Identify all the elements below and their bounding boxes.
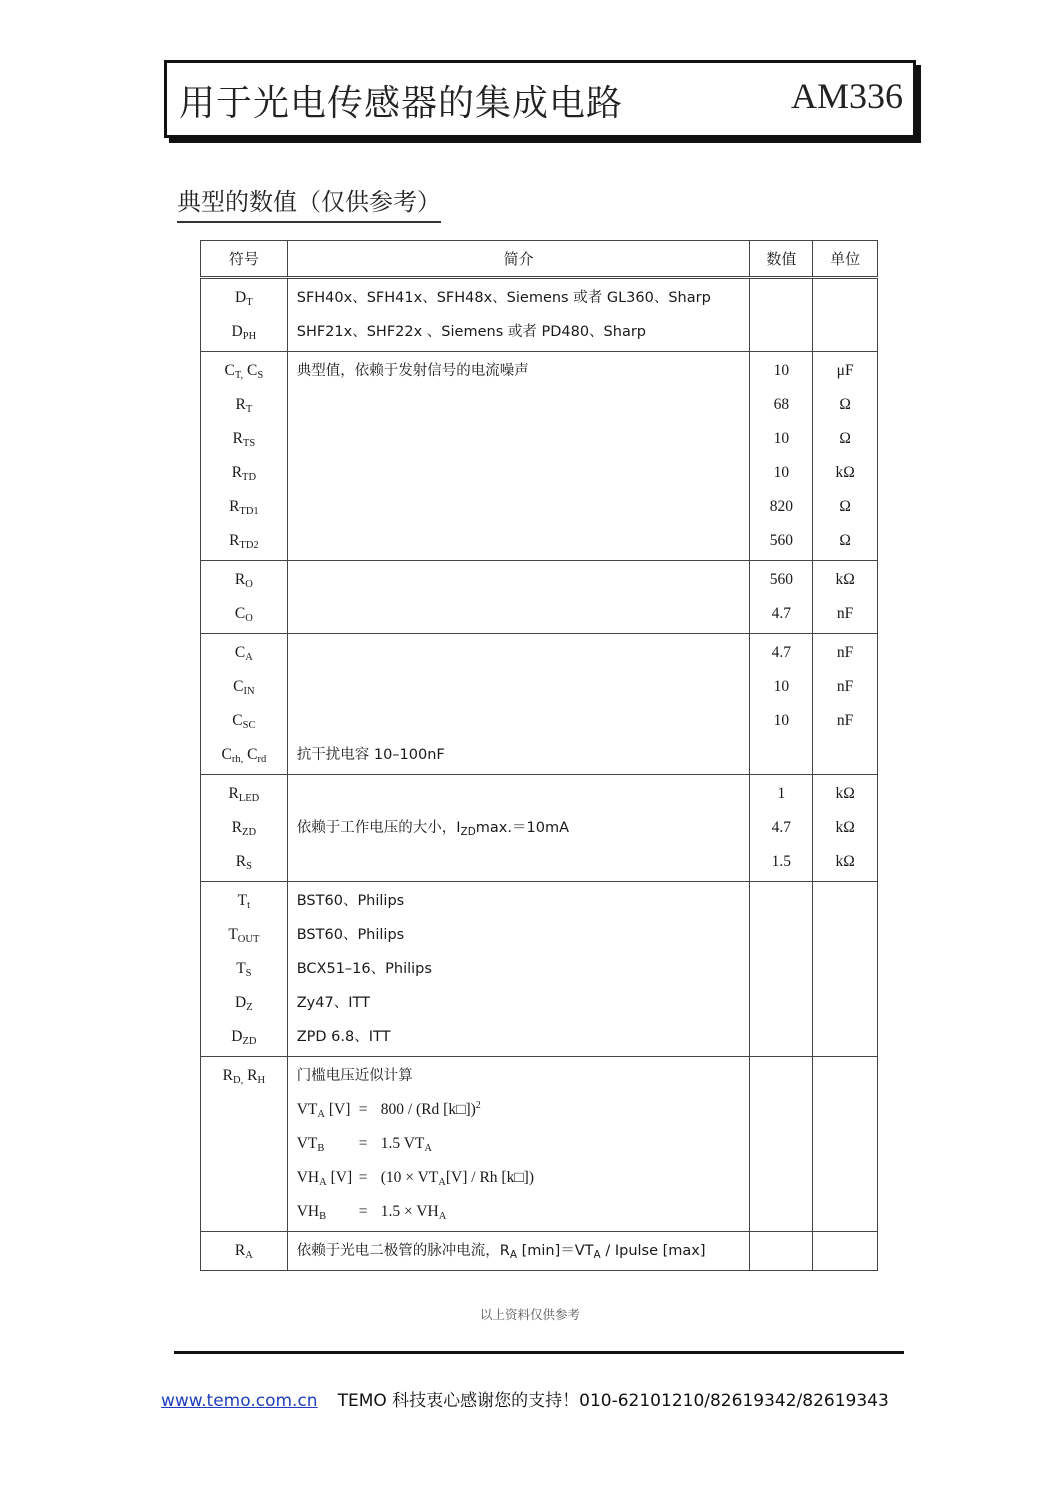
symbol-base: R — [228, 785, 239, 802]
unit-text — [813, 738, 877, 772]
unit-text: nF — [836, 712, 854, 729]
symbol-base: C — [234, 644, 246, 661]
unit-text: Ω — [839, 532, 851, 549]
symbol-cell — [201, 775, 288, 882]
table-row — [201, 561, 878, 634]
description-text — [288, 524, 750, 558]
value-text: 1 — [777, 785, 786, 802]
description-subscript: A — [593, 1249, 601, 1261]
description-text: SFH40x、SFH41x、SFH48x、Siemens 或者 GL360、Sharp — [296, 290, 711, 306]
formula-equals: = — [358, 1101, 368, 1118]
header-unit: 单位 — [813, 241, 878, 278]
footer-contact — [161, 1386, 889, 1411]
formula-rhs — [381, 1161, 534, 1195]
symbol-subscript: TD — [242, 472, 257, 483]
symbol-base-2: C — [243, 362, 258, 379]
symbol-subscript: TD1 — [239, 506, 259, 517]
formula-lhs-base: VH — [296, 1203, 320, 1220]
symbol-base: R — [229, 498, 240, 515]
formula-lhs-subscript: A — [319, 1177, 327, 1188]
symbol — [201, 281, 287, 315]
value-text: 560 — [769, 532, 793, 549]
section-title: 典型的数值（仅供参考） — [177, 182, 441, 223]
formula-lhs-subscript: A — [317, 1109, 325, 1120]
unit-text: kΩ — [835, 785, 855, 802]
symbol-cell — [201, 561, 288, 634]
symbol-subscript: D, — [233, 1075, 244, 1086]
symbol-subscript: A — [245, 652, 253, 663]
unit-text — [813, 918, 877, 952]
description-text: Zy47、ITT — [296, 995, 370, 1011]
unit-text — [813, 1234, 877, 1268]
description-part: max.＝10mA — [475, 820, 569, 836]
unit-cell — [813, 561, 878, 634]
description-text: 门槛电压近似计算 — [296, 1068, 413, 1084]
value-cell — [750, 561, 813, 634]
unit-text: Ω — [839, 396, 851, 413]
table-header-row — [201, 241, 878, 278]
value-text — [750, 1234, 812, 1268]
value-text: 10 — [773, 430, 790, 447]
formula-rhs — [381, 1127, 432, 1161]
formula-rhs-base: (10 × VT — [380, 1169, 439, 1186]
description-part: / Ipulse [max] — [600, 1243, 706, 1259]
symbol-subscript: TS — [242, 438, 256, 449]
description-cell — [287, 1232, 750, 1271]
part-number: AM336 — [790, 76, 903, 116]
symbol-subscript: IN — [243, 686, 255, 697]
value-text — [750, 918, 812, 952]
symbol-subscript: S — [246, 861, 252, 872]
description-cell — [287, 882, 750, 1057]
value-text: 68 — [773, 396, 790, 413]
values-table — [200, 240, 878, 1271]
symbol — [201, 811, 287, 845]
value-text — [750, 1059, 812, 1093]
unit-text: kΩ — [835, 819, 855, 836]
formula-equals: = — [358, 1135, 368, 1152]
formula-lhs-subscript: B — [317, 1143, 325, 1154]
footer-note: 以上资料仅供参考 — [479, 1307, 580, 1322]
formula-lhs — [297, 1093, 359, 1127]
unit-text — [813, 884, 877, 918]
symbol-subscript: S — [245, 968, 252, 979]
description-text — [288, 670, 750, 704]
unit-text — [813, 986, 877, 1020]
formula-lhs — [297, 1195, 359, 1229]
value-cell — [750, 882, 813, 1057]
value-cell — [750, 352, 813, 561]
symbol-subscript: t — [247, 900, 251, 911]
formula-lhs-base: VT — [296, 1101, 318, 1118]
unit-cell — [813, 775, 878, 882]
symbol-base: R — [235, 396, 246, 413]
description-part: 依赖于工作电压的大小，I — [296, 820, 461, 836]
symbol-base-2: R — [243, 1067, 258, 1084]
formula-rhs — [381, 1195, 447, 1229]
value-cell — [750, 1232, 813, 1271]
value-cell — [750, 1057, 813, 1232]
symbol-subscript: TD2 — [239, 540, 259, 551]
description-text — [288, 388, 750, 422]
unit-text: nF — [836, 678, 854, 695]
description-text — [288, 636, 750, 670]
value-text: 4.7 — [771, 819, 792, 836]
description-text — [288, 777, 750, 811]
symbol — [201, 777, 287, 811]
unit-text: Ω — [839, 430, 851, 447]
value-text: 560 — [769, 571, 793, 588]
description-text — [288, 456, 750, 490]
formula-rhs-base: 1.5 × VH — [380, 1203, 439, 1220]
description-cell — [287, 352, 750, 561]
symbol-base: D — [235, 994, 247, 1011]
symbol-base: C — [233, 678, 244, 695]
formula-rhs-base: 800 / (Rd [k□]) — [380, 1101, 476, 1118]
symbol-subscript: T, — [234, 370, 244, 381]
description-cell — [287, 634, 750, 775]
table-row — [201, 634, 878, 775]
symbol — [201, 952, 287, 986]
symbol — [201, 636, 287, 670]
symbol — [201, 456, 287, 490]
symbol-cell — [201, 1232, 288, 1271]
symbol — [201, 315, 287, 349]
symbol — [201, 388, 287, 422]
formula-lhs-unit: [V] — [326, 1169, 353, 1186]
description-part: [min]＝VT — [517, 1243, 594, 1259]
description-text — [288, 563, 750, 597]
formula-lhs — [297, 1161, 359, 1195]
document-title: 用于光电传感器的集成电路 — [179, 83, 624, 124]
unit-text — [813, 281, 877, 315]
value-text — [750, 738, 812, 772]
unit-text: nF — [836, 605, 854, 622]
value-text: 10 — [773, 362, 790, 379]
symbol-base: R — [232, 430, 243, 447]
value-text: 10 — [773, 678, 790, 695]
symbol-subscript: O — [245, 613, 253, 624]
symbol-subscript: O — [245, 579, 253, 590]
value-text: 820 — [769, 498, 793, 515]
symbol-base: C — [224, 362, 235, 379]
symbol-subscript: T — [246, 297, 253, 308]
description-subscript: ZD — [460, 826, 476, 838]
symbol-base: T — [236, 960, 246, 977]
symbol-base: D — [231, 323, 243, 340]
formula-lhs-base: VH — [296, 1169, 320, 1186]
footer-divider — [174, 1351, 904, 1354]
value-cell — [750, 278, 813, 352]
symbol-base: R — [231, 819, 243, 836]
description-text: 典型值，依赖于发射信号的电流噪声 — [296, 363, 529, 379]
symbol-subscript-2: H — [257, 1075, 266, 1086]
symbol-base: D — [231, 1028, 243, 1045]
symbol-cell — [201, 352, 288, 561]
header-description: 简介 — [287, 241, 750, 278]
formula-lhs-base: VT — [296, 1135, 318, 1152]
value-text: 10 — [773, 712, 790, 729]
value-text: 1.5 — [771, 853, 792, 870]
website-link[interactable]: www.temo.com.cn — [161, 1391, 318, 1411]
table-row — [201, 1057, 878, 1232]
description-text — [288, 422, 750, 456]
symbol-subscript-2: rd — [257, 754, 267, 765]
formula-line — [288, 1127, 750, 1161]
header-box — [164, 60, 916, 138]
symbol — [201, 670, 287, 704]
unit-text: Ω — [839, 498, 851, 515]
value-text — [750, 884, 812, 918]
value-cell — [750, 775, 813, 882]
formula-rhs-subscript: A — [438, 1177, 446, 1188]
unit-text: μF — [836, 362, 854, 379]
unit-cell — [813, 882, 878, 1057]
unit-text — [813, 952, 877, 986]
symbol-subscript: SC — [242, 720, 256, 731]
formula-rhs-subscript: A — [424, 1143, 432, 1154]
symbol-subscript: rh, — [231, 754, 244, 765]
value-text: 4.7 — [771, 605, 792, 622]
symbol-cell — [201, 634, 288, 775]
formula-line — [288, 1093, 750, 1127]
symbol — [201, 1234, 287, 1268]
symbol-base: R — [231, 464, 243, 481]
formula-rhs-superscript: 2 — [475, 1099, 481, 1111]
table-row — [201, 775, 878, 882]
unit-cell — [813, 1232, 878, 1271]
unit-text: nF — [836, 644, 854, 661]
value-text — [750, 952, 812, 986]
formula-lhs-subscript: B — [319, 1211, 327, 1222]
value-text — [750, 281, 812, 315]
unit-text — [813, 1059, 877, 1093]
formula-line — [288, 1161, 750, 1195]
formula-rhs-base: 1.5 VT — [380, 1135, 425, 1152]
symbol-subscript-2: S — [257, 370, 264, 381]
footer-thanks-text: TEMO 科技衷心感谢您的支持！010-62101210/82619342/82619343 — [337, 1391, 889, 1411]
symbol — [201, 1059, 287, 1093]
symbol-subscript: T — [245, 404, 253, 415]
table-row — [201, 278, 878, 352]
symbol — [201, 986, 287, 1020]
table-body — [201, 278, 878, 1271]
symbol-base: R — [234, 1242, 246, 1259]
formula-lhs-unit: [V] — [325, 1101, 351, 1118]
symbol-subscript: ZD — [242, 827, 257, 838]
symbol-base: R — [222, 1067, 234, 1084]
symbol — [201, 738, 287, 772]
symbol — [201, 563, 287, 597]
value-text: 4.7 — [771, 644, 792, 661]
symbol-subscript: A — [245, 1250, 253, 1261]
symbol-base: R — [229, 532, 240, 549]
unit-cell — [813, 1057, 878, 1232]
symbol-base: R — [235, 853, 247, 870]
symbol — [201, 422, 287, 456]
description-cell — [287, 1057, 750, 1232]
description-text — [288, 704, 750, 738]
value-text — [750, 1020, 812, 1054]
symbol-base: T — [228, 926, 238, 943]
symbol — [201, 918, 287, 952]
description-subscript: A — [509, 1249, 517, 1261]
unit-cell — [813, 352, 878, 561]
formula-lhs — [297, 1127, 359, 1161]
formula-rhs-tail: [V] / Rh [k□]) — [445, 1169, 535, 1186]
description-text — [288, 811, 750, 845]
description-part: 依赖于光电二极管的脉冲电流，R — [296, 1243, 510, 1259]
unit-cell — [813, 634, 878, 775]
formula-line — [288, 1195, 750, 1229]
description-text: SHF21x、SHF22x 、Siemens 或者 PD480、Sharp — [296, 324, 646, 340]
symbol — [201, 524, 287, 558]
symbol-base: R — [234, 571, 246, 588]
header-value: 数值 — [750, 241, 813, 278]
table-row — [201, 352, 878, 561]
description-cell — [287, 561, 750, 634]
unit-text: kΩ — [835, 853, 855, 870]
description-text — [288, 1234, 750, 1268]
unit-text: kΩ — [835, 464, 855, 481]
unit-text — [813, 1020, 877, 1054]
symbol-base: C — [221, 746, 232, 763]
value-text: 10 — [773, 464, 790, 481]
symbol-cell — [201, 278, 288, 352]
header-symbol: 符号 — [201, 241, 288, 278]
symbol — [201, 490, 287, 524]
formula-rhs-subscript: A — [438, 1211, 447, 1222]
symbol-subscript: Z — [246, 1002, 253, 1013]
symbol-cell — [201, 882, 288, 1057]
value-cell — [750, 634, 813, 775]
symbol-base: C — [234, 605, 246, 622]
description-text: BST60、Philips — [296, 893, 405, 909]
symbol-base-2: C — [243, 746, 258, 763]
symbol-cell — [201, 1057, 288, 1232]
description-cell — [287, 278, 750, 352]
symbol-base: C — [232, 712, 243, 729]
unit-cell — [813, 278, 878, 352]
description-text — [288, 597, 750, 631]
value-text — [750, 986, 812, 1020]
description-text — [288, 845, 750, 879]
symbol-base: T — [237, 892, 248, 909]
formula-rhs — [381, 1093, 481, 1127]
description-text: BCX51–16、Philips — [296, 961, 432, 977]
value-text — [750, 315, 812, 349]
symbol-subscript: LED — [238, 793, 260, 804]
description-text — [288, 490, 750, 524]
description-text: BST60、Philips — [296, 927, 405, 943]
symbol-subscript: OUT — [237, 934, 260, 945]
symbol-base: D — [235, 289, 247, 306]
description-text: 抗干扰电容 10–100nF — [296, 747, 445, 763]
symbol — [201, 845, 287, 879]
symbol-subscript: ZD — [242, 1036, 257, 1047]
unit-text — [813, 315, 877, 349]
symbol — [201, 704, 287, 738]
description-cell — [287, 775, 750, 882]
formula-equals: = — [358, 1203, 368, 1220]
symbol — [201, 354, 287, 388]
symbol-subscript: PH — [242, 331, 257, 342]
description-text: ZPD 6.8、ITT — [296, 1029, 391, 1045]
symbol — [201, 1020, 287, 1054]
symbol — [201, 884, 287, 918]
unit-text: kΩ — [835, 571, 855, 588]
table-row — [201, 1232, 878, 1271]
table-row — [201, 882, 878, 1057]
symbol — [201, 597, 287, 631]
formula-equals: = — [358, 1169, 368, 1186]
